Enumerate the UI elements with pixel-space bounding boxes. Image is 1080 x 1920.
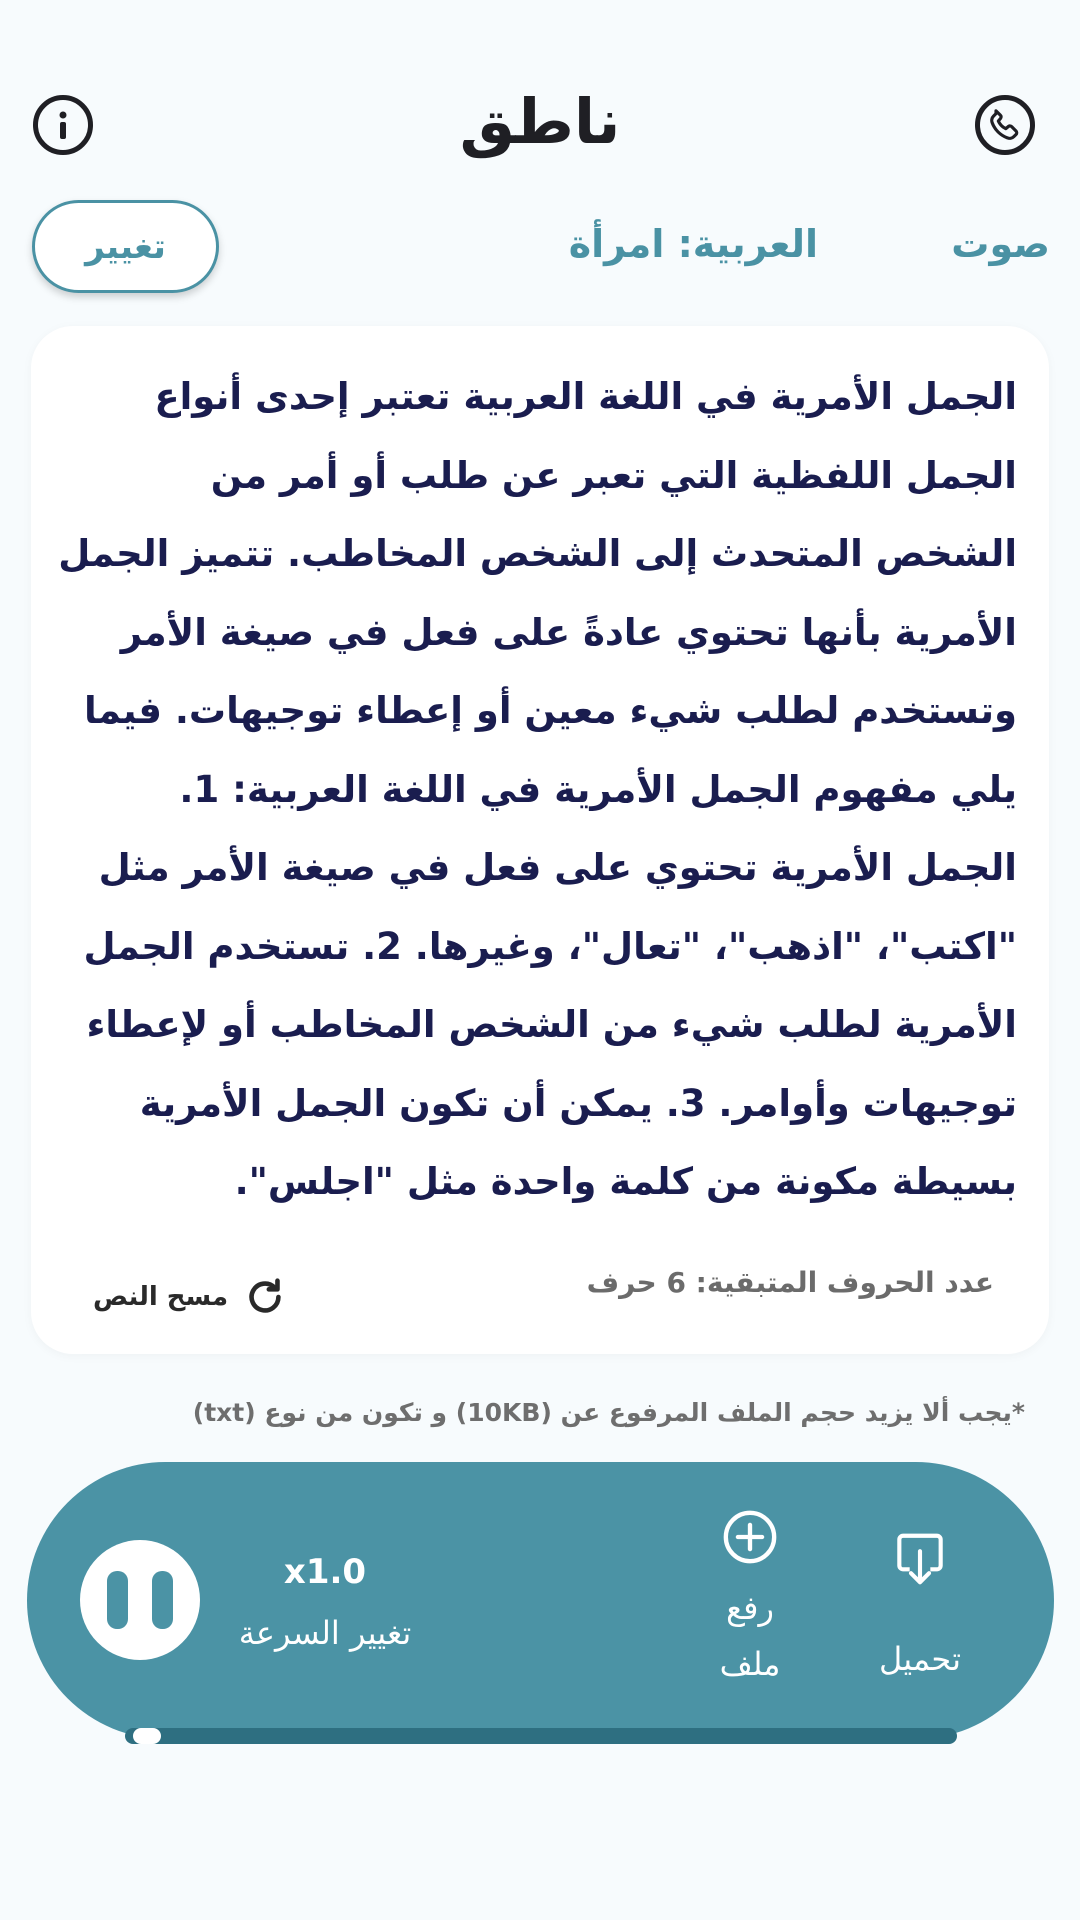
change-speed-button[interactable]: تغيير السرعة bbox=[238, 1614, 412, 1652]
phone-button[interactable] bbox=[975, 95, 1035, 155]
change-voice-button[interactable]: تغيير bbox=[32, 200, 219, 293]
clear-text-button[interactable] bbox=[93, 1274, 288, 1320]
clear-text-label: مسح النص bbox=[93, 1282, 229, 1312]
progress-track[interactable] bbox=[125, 1728, 957, 1744]
speed-value[interactable]: x1.0 bbox=[283, 1552, 367, 1592]
text-editor-card bbox=[31, 326, 1049, 1354]
upload-note: *يجب ألا يزيد حجم الملف المرفوع عن (10KB) و تكون من نوع (txt) bbox=[192, 1398, 1025, 1427]
download-button[interactable] bbox=[860, 1528, 980, 1678]
progress-handle[interactable] bbox=[133, 1728, 161, 1744]
plus-circle-icon bbox=[721, 1508, 779, 1566]
text-editor[interactable]: الجمل الأمرية في اللغة العربية تعتبر إحدى أنواع الجمل اللفظية التي تعبر عن طلب أو أمر من الشخص المتحدث إلى الشخص المخاطب. تتميز الجمل الأمرية بأنها تحتوي عادةً على فعل في صيغة الأمر وتستخدم لطلب شيء معين أو إعطاء توجيهات. فيما يلي مفهوم الجمل الأمرية في اللغة العربية: 1. الجمل الأمرية تحتوي على فعل في صيغة الأمر مثل "اكتب"، "اذهب"، "تعال"، وغيرها. 2. تستخدم الجمل الأمرية لطلب شيء من الشخص المخاطب أو لإعطاء توجيهات وأوامر. 3. يمكن أن تكون الجمل الأمرية بسيطة مكونة من كلمة واحدة مثل "اجلس". bbox=[58, 375, 1017, 1203]
phone-icon bbox=[985, 105, 1025, 145]
remaining-chars-counter: عدد الحروف المتبقية: 6 حرف bbox=[586, 1266, 994, 1299]
voice-label: صوت bbox=[951, 222, 1050, 266]
upload-file-label: رفع ملف bbox=[719, 1589, 781, 1683]
refresh-icon bbox=[242, 1274, 288, 1320]
download-label: تحميل bbox=[879, 1640, 961, 1678]
pause-icon bbox=[152, 1571, 173, 1629]
pause-icon-bar bbox=[107, 1571, 128, 1629]
pause-button[interactable] bbox=[80, 1540, 200, 1660]
download-icon bbox=[889, 1528, 951, 1590]
voice-value: العربية: امرأة bbox=[568, 222, 818, 266]
app-title: ناطق bbox=[459, 85, 621, 158]
upload-file-button[interactable] bbox=[690, 1508, 810, 1692]
